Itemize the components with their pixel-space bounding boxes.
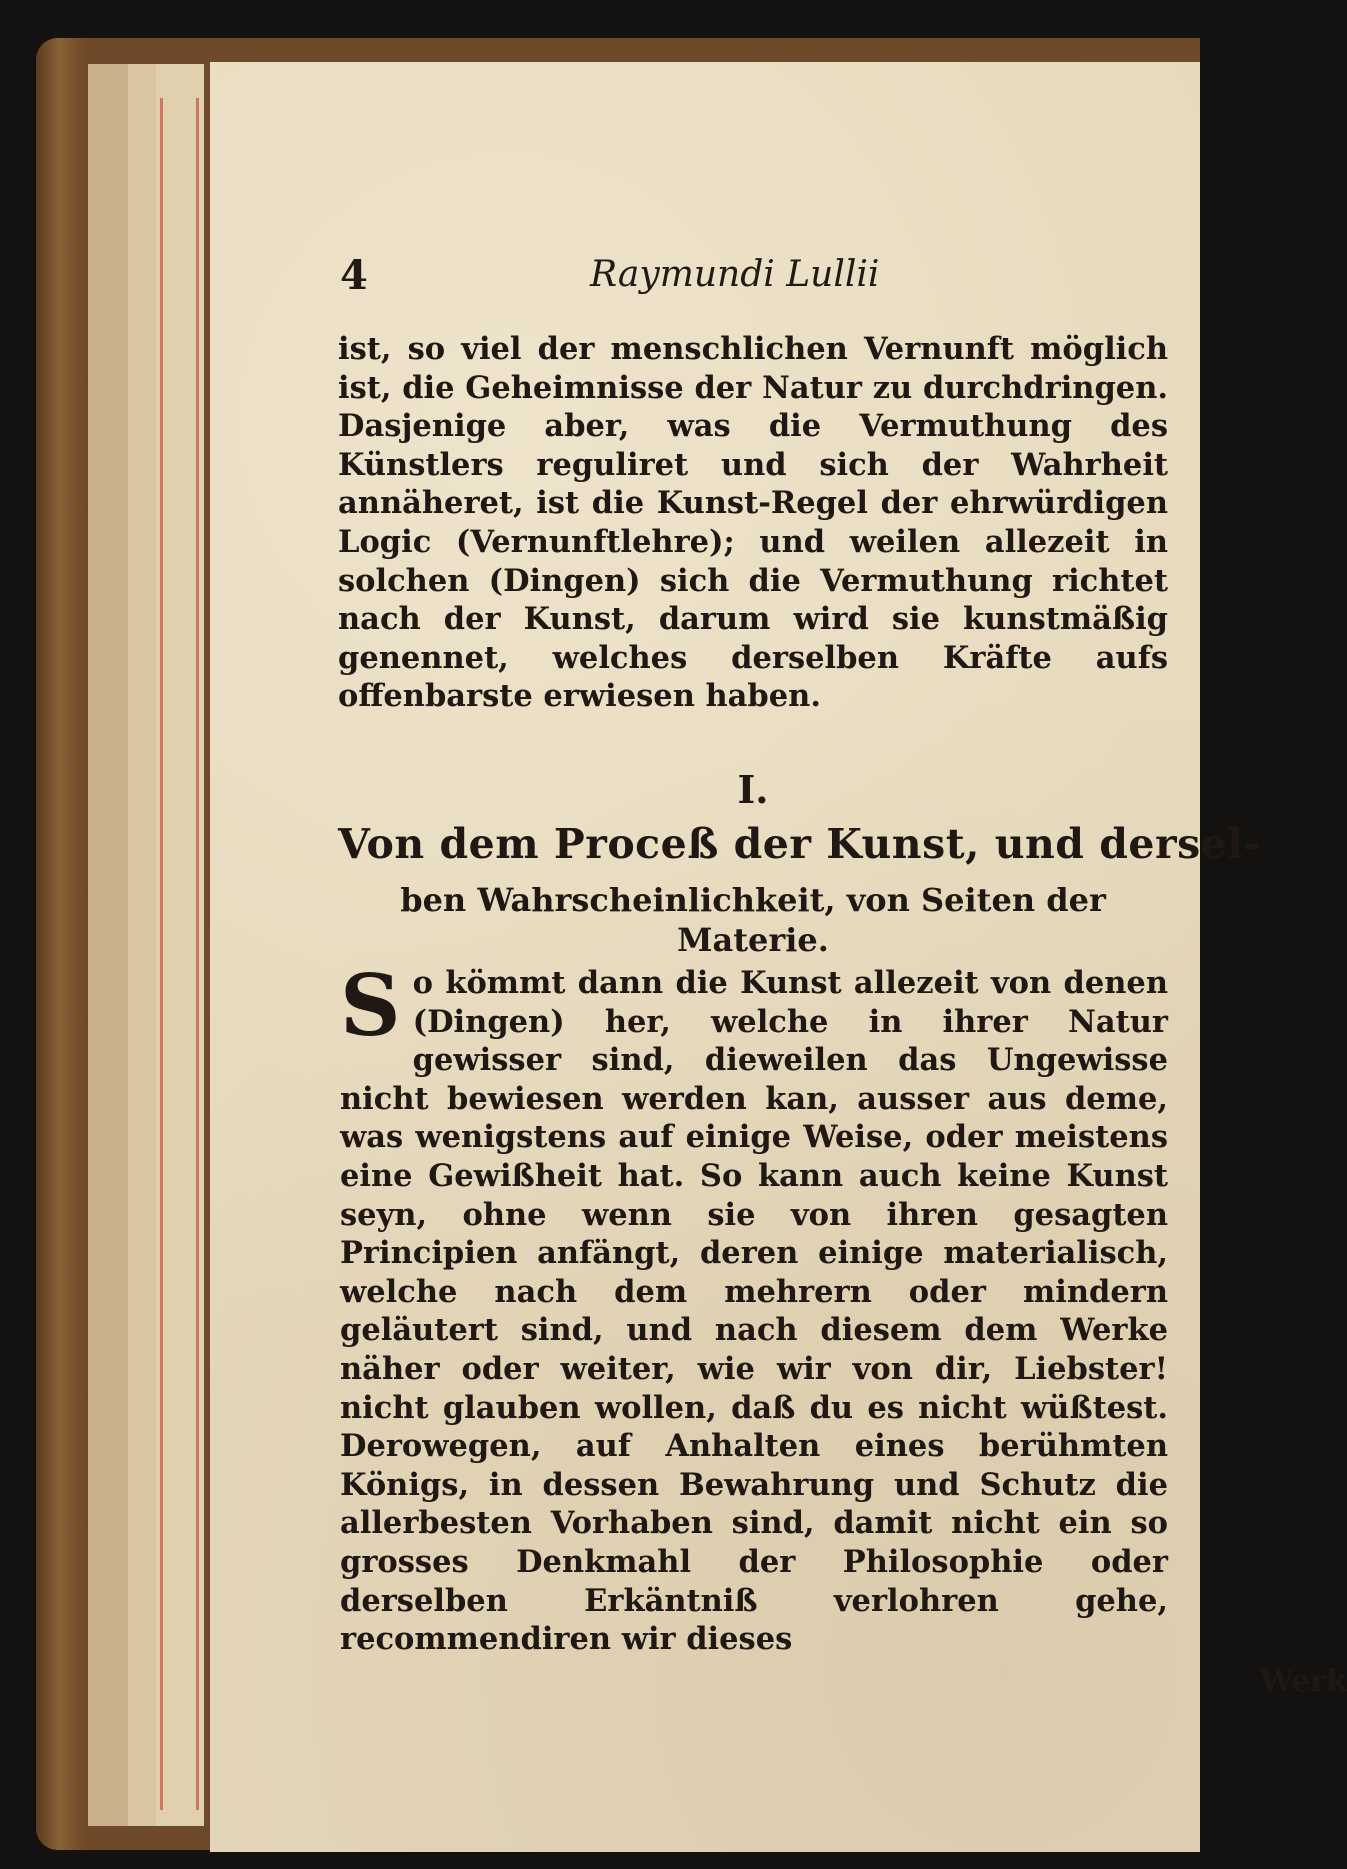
- drop-cap: S: [340, 956, 401, 1055]
- page-edges: [128, 64, 156, 1826]
- section-heading-continued: ben Wahrscheinlichkeit, von Seiten der Materie.: [400, 881, 1106, 959]
- red-edge-line: [196, 98, 199, 1810]
- page-number: 4: [340, 252, 368, 299]
- red-edge-line: [160, 98, 163, 1810]
- book-spine: [36, 38, 88, 1850]
- running-head: Raymundi Lullii: [590, 254, 880, 295]
- page-edges: [88, 64, 128, 1826]
- section-heading: Von dem Proceß der Kunst, und dersel-: [338, 820, 1261, 868]
- section-number: I.: [737, 767, 769, 812]
- intro-paragraph: ist, so viel der menschlichen Vernunft möglich ist, die Geheimnisse der Natur zu durchdringen. Dasjenige aber, was die Vermuthung des Künstlers reguliret und sich der Wahrheit annäheret, ist die Kunst-Regel der ehrwürdigen Logic (Vernunftlehre); und weilen allezeit in solchen (Dingen) sich die Vermuthung richtet nach der Kunst, darum wird sie kunstmäßig genennet, welches derselben Kräfte aufs offenbarste erwiesen haben.: [338, 331, 1168, 715]
- body-paragraph: [340, 956, 1168, 1659]
- body-text: o kömmt dann die Kunst allezeit von denen (Dingen) her, welche in ihrer Natur gewisser sind, dieweilen das Ungewisse nicht bewiesen werden kan, ausser aus deme, was wenigstens auf einige Weise, oder meistens eine Gewißheit hat. So kann auch keine Kunst seyn, ohne wenn sie von ihren gesagten Principien anfängt, deren einige materialisch, welche nach dem mehrern oder mindern geläutert sind, und nach diesem dem Werke näher oder weiter, wie wir von dir, Liebster! nicht glauben wollen, daß du es nicht wüßtest. Derowegen, auf Anhalten eines berühmten Königs, in dessen Bewahrung und Schutz die allerbesten Vorhaben sind, damit nicht ein so grosses Denkmahl der Philosophie oder derselben Erkäntniß verlohren gehe, recommendiren wir dieses: [340, 965, 1168, 1658]
- catchword: Werk: [1260, 1664, 1347, 1699]
- page-header: [340, 252, 1160, 302]
- book-page: [210, 62, 1347, 1852]
